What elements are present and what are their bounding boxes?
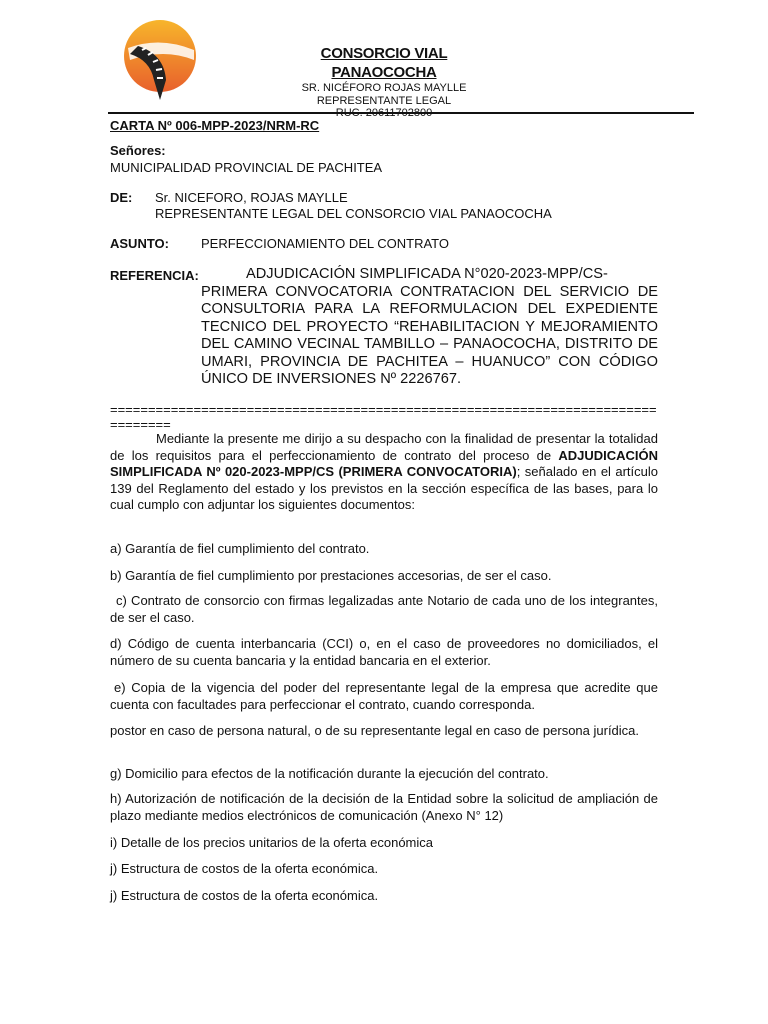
- from-label: DE:: [110, 190, 133, 205]
- list-item: postor en caso de persona natural, o de su representante legal en caso de persona jurídica.: [110, 723, 640, 738]
- list-item: c) Contrato de consorcio con firmas legalizadas ante Notario de cada uno de los integrantes, de ser el caso.: [110, 593, 658, 625]
- list-item: i) Detalle de los precios unitarios de la oferta económica: [110, 835, 434, 850]
- header-divider: [108, 112, 694, 114]
- list-item: b) Garantía de fiel cumplimiento por prestaciones accesorias, de ser el caso.: [110, 568, 552, 583]
- subject-text: PERFECCIONAMIENTO DEL CONTRATO: [201, 236, 449, 251]
- representative-role: REPRESENTANTE LEGAL: [316, 94, 452, 107]
- reference-text: [201, 266, 658, 389]
- intro-text-1: Mediante la presente me dirijo a su despacho con la finalidad de presentar la totalidad de los requisitos para el perfeccionamiento de contrato del proceso de: [110, 431, 658, 463]
- from-name: Sr. NICEFORO, ROJAS MAYLLE: [155, 190, 348, 205]
- reference-body: PRIMERA CONVOCATORIA CONTRATACION DEL SERVICIO DE CONSULTORIA PARA LA REFORMULACION DEL EXPEDIENTE TECNICO DEL PROYECTO “REHABILITACION Y MEJORAMIENTO DEL CAMINO VECINAL TAMBILLO – PANAOCOCHA, DISTRITO DE UMARI, PROVINCIA DE PACHITEA – HUANUCO” CON CÓDIGO ÚNICO DE INVERSIONES Nº 2226767.: [201, 283, 658, 387]
- list-item: e) Copia de la vigencia del poder del representante legal de la empresa que acredite que cuenta con facultades para perfeccionar el contrato, cuando corresponda.: [110, 680, 658, 712]
- recipient: MUNICIPALIDAD PROVINCIAL DE PACHITEA: [110, 160, 383, 175]
- salutation: Señores:: [110, 143, 166, 158]
- reference-first-line: ADJUDICACIÓN SIMPLIFICADA N°020-2023-MPP/CS-: [246, 266, 608, 282]
- list-item: j) Estructura de costos de la oferta económica.: [110, 888, 379, 903]
- intro-process-name: ADJUDICACIÓN SIMPLIFICADA Nº 020-2023-MPP/CS (PRIMERA CONVOCATORIA): [110, 447, 658, 479]
- list-item: a) Garantía de fiel cumplimiento del contrato.: [110, 541, 370, 556]
- letterhead: [272, 44, 496, 120]
- reference-label: REFERENCIA:: [110, 268, 199, 283]
- intro-text-2: ; señalado en el artículo 139 del Reglamento del estado y los previstos en la sección específica de las bases, para lo cual cumplo con adjuntar los siguientes documentos:: [110, 464, 658, 512]
- list-item: j) Estructura de costos de la oferta económica.: [110, 861, 379, 876]
- separator-line: ================================================================================: [110, 402, 657, 432]
- company-name: CONSORCIO VIAL PANAOCOCHA: [320, 45, 448, 81]
- list-item: g) Domicilio para efectos de la notificación durante la ejecución del contrato.: [110, 766, 549, 781]
- letter-number: CARTA Nº 006-MPP-2023/NRM-RC: [110, 118, 320, 133]
- list-item: h) Autorización de notificación de la decisión de la Entidad sobre la solicitud de ampliación de plazo mediante medios electrónicos de comunicación (Anexo N° 12): [110, 791, 658, 823]
- list-item: d) Código de cuenta interbancaria (CCI) o, en el caso de proveedores no domiciliados, el número de su cuenta bancaria y la entidad bancaria en el exterior.: [110, 636, 658, 668]
- from-role: REPRESENTANTE LEGAL DEL CONSORCIO VIAL PANAOCOCHA: [155, 206, 552, 221]
- subject-label: ASUNTO:: [110, 236, 169, 251]
- representative-name: SR. NICÉFORO ROJAS MAYLLE: [301, 82, 467, 94]
- company-logo-icon: [120, 18, 200, 102]
- intro-paragraph: [110, 431, 658, 514]
